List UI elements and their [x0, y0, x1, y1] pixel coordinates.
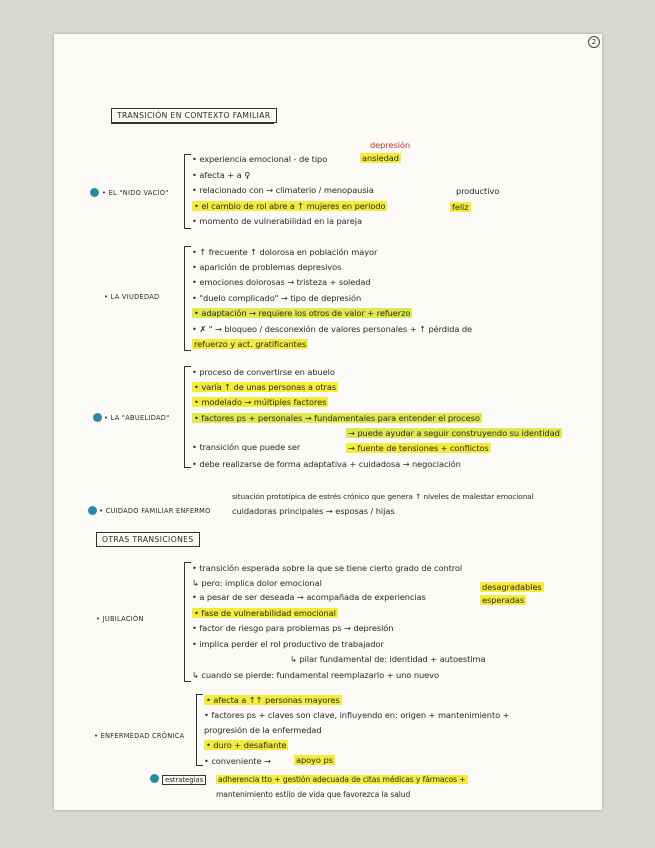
nido-line-4a: productivo	[456, 186, 500, 196]
abuelidad-line-2: • varía ↑ de unas personas a otras	[194, 382, 337, 392]
jubilacion-line-2: ↳ pero: implica dolor emocional	[192, 578, 322, 588]
nido-line-2: • afecta + a ♀	[192, 170, 251, 180]
abuelidad-line-3: • modelado → múltiples factores	[194, 397, 327, 407]
abuelidad-line-5: • transición que puede ser	[192, 442, 301, 452]
viudedad-line-2: • aparición de problemas depresivos	[192, 262, 342, 272]
enfermedad-bracket	[196, 694, 197, 766]
viudedad-line-5: • adaptación → requiere los otros de valor + refuerzo	[194, 308, 411, 318]
viudedad-line-3: • emociones dolorosas → tristeza + soledad	[192, 277, 371, 287]
abuelidad-line-5b: → fuente de tensiones + conflictos	[348, 443, 489, 453]
jubilacion-line-1: • transición esperada sobre la que se tiene cierto grado de control	[192, 563, 463, 573]
abuelidad-line-4: • factores ps + personales → fundamentales para entender el proceso	[194, 413, 480, 423]
nido-label: • EL "NIDO VACÍO"	[102, 189, 169, 197]
nido-line-1a: depresión	[370, 140, 411, 150]
jubilacion-line-5: • factor de riesgo para problemas ps → depresión	[192, 623, 394, 633]
enfermedad-line-7: mantenimiento estilo de vida que favorezca la salud	[216, 790, 411, 799]
nido-line-1b: ansiedad	[362, 153, 399, 163]
notebook-page	[54, 34, 602, 810]
enfermedad-line-2: • factores ps + claves son clave, influyendo en: origen + mantenimiento +	[204, 710, 510, 720]
abuelidad-line-5a: → puede ayudar a seguir construyendo su identidad	[348, 428, 560, 438]
nido-line-5: • momento de vulnerabilidad en la pareja	[192, 216, 362, 226]
jubilacion-line-8: ↳ cuando se pierde: fundamental reemplazarlo + uno nuevo	[192, 670, 439, 680]
viudedad-line-7: refuerzo y act. gratificantes	[194, 339, 307, 349]
otras-title: OTRAS TRANSICIONES	[102, 535, 194, 544]
jubilacion-line-4: • fase de vulnerabilidad emocional	[194, 608, 336, 618]
jubilacion-label: • JUBILACIÓN	[96, 615, 144, 623]
abuelidad-bracket	[184, 366, 185, 468]
jubilacion-line-3a: desagradables	[482, 582, 542, 592]
abuelidad-label: • LA "ABUELIDAD"	[104, 414, 170, 422]
cuidado-label: • CUIDADO FAMILIAR ENFERMO	[99, 507, 211, 515]
enfermedad-line-5a: apoyo ps	[296, 755, 333, 765]
enfermedad-label: • ENFERMEDAD CRÓNICA	[94, 732, 185, 740]
enfermedad-line-6: adherencia tto + gestión adecuada de citas médicas y fármacos +	[218, 775, 466, 784]
page-title: TRANSICIÓN EN CONTEXTO FAMILIAR	[117, 111, 271, 120]
viudedad-line-6: • ✗ " → bloqueo / desconexión de valores personales + ↑ pérdida de	[192, 324, 473, 334]
section-dot-abuelidad	[93, 413, 102, 422]
enfermedad-line-5: • conveniente →	[204, 756, 271, 766]
viudedad-line-4: • "duelo complicado" → tipo de depresión	[192, 293, 362, 303]
jubilacion-line-6: • implica perder el rol productivo de trabajador	[192, 639, 384, 649]
page-title-box	[111, 108, 277, 123]
enfermedad-line-1: • afecta a ↑↑ personas mayores	[206, 695, 340, 705]
abuelidad-line-6: • debe realizarse de forma adaptativa + cuidadosa → negociación	[192, 459, 461, 469]
nido-bracket	[184, 154, 185, 229]
viudedad-bracket	[184, 246, 185, 351]
title-underline	[111, 123, 274, 124]
enfermedad-line-6a: estrategias	[162, 775, 206, 785]
cuidado-line-1: situación prototípica de estrés crónico que genera ↑ niveles de malestar emocional	[232, 492, 534, 501]
nido-line-4: • el cambio de rol abre a ↑ mujeres en periodo	[194, 201, 386, 211]
section-dot-estrategias	[150, 774, 159, 783]
viudedad-line-1: • ↑ frecuente ↑ dolorosa en población mayor	[192, 247, 378, 257]
page-number: 2	[588, 36, 600, 48]
enfermedad-line-4: • duro + desafiante	[206, 740, 287, 750]
nido-line-4b: feliz	[452, 202, 469, 212]
viudedad-label: • LA VIUDEDAD	[104, 293, 160, 301]
otras-title-box	[96, 532, 200, 547]
jubilacion-line-3: • a pesar de ser deseada → acompañada de experiencias	[192, 592, 426, 602]
jubilacion-line-7: ↳ pilar fundamental de: identidad + autoestima	[290, 654, 486, 664]
abuelidad-line-1: • proceso de convertirse en abuelo	[192, 367, 335, 377]
jubilacion-bracket	[184, 562, 185, 682]
nido-line-3: • relacionado con → climaterio / menopausia	[192, 185, 374, 195]
cuidado-line-2: cuidadoras principales → esposas / hijas	[232, 506, 395, 516]
section-dot-cuidado	[88, 506, 97, 515]
jubilacion-line-3b: esperadas	[482, 595, 525, 605]
nido-line-1: • experiencia emocional - de tipo	[192, 154, 328, 164]
enfermedad-line-3: progresión de la enfermedad	[204, 725, 322, 735]
section-dot-nido	[90, 188, 99, 197]
